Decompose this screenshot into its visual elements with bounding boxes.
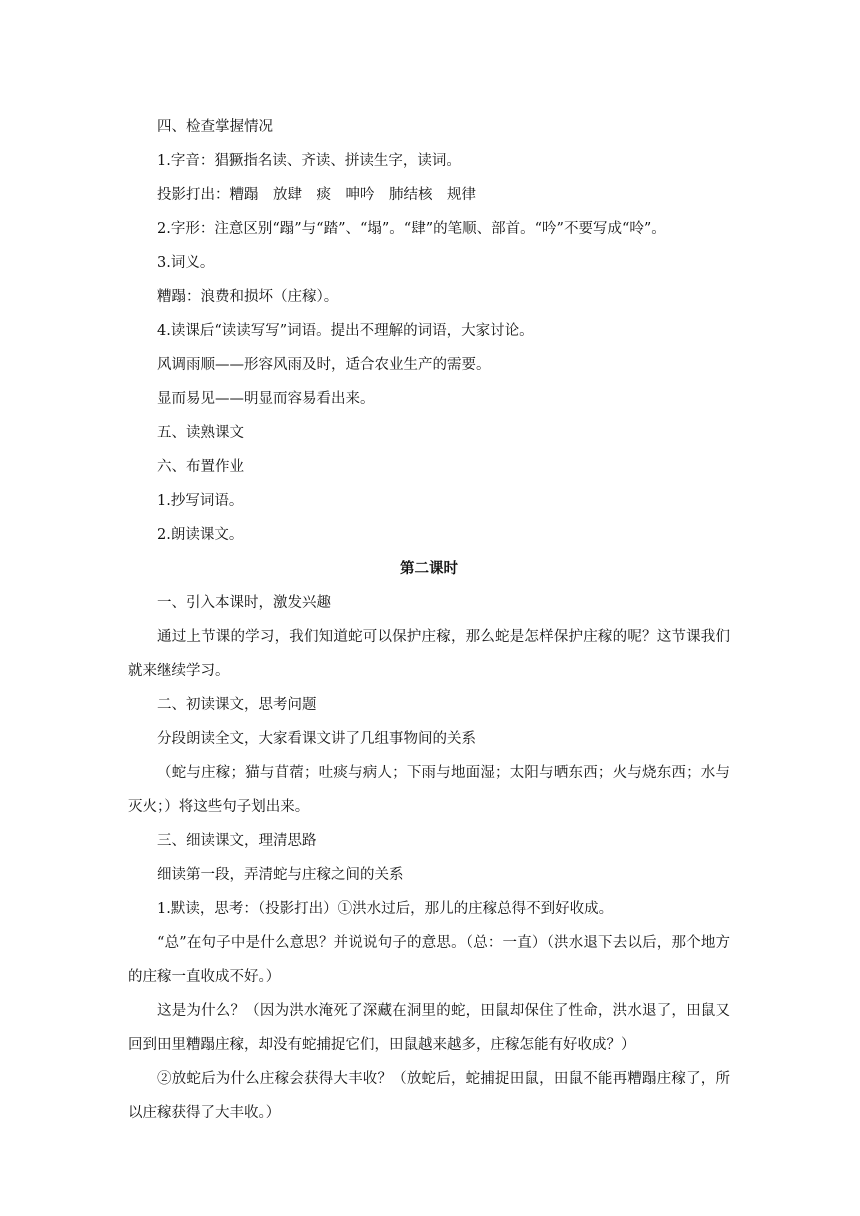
paragraph-harvest-explanation: ②放蛇后为什么庄稼会获得大丰收？（放蛇后，蛇捕捉田鼠，田鼠不能再糟蹋庄稼了，所以庄稼获得了大丰收。） [128, 1071, 730, 1121]
paragraph-why-explanation: 这是为什么？（因为洪水淹死了深藏在洞里的蛇，田鼠却保住了性命，洪水退了，田鼠又回到田里糟蹋庄稼，却没有蛇捕捉它们，田鼠越来越多，庄稼怎能有好收成？） [128, 1003, 730, 1053]
paragraph-projection-words: 投影打出：糟蹋 放肆 痰 呻吟 肺结核 规律 [157, 187, 476, 203]
paragraph-definition-fengtiao: 风调雨顺——形容风雨及时，适合农业生产的需要。 [157, 357, 491, 373]
document-body [128, 110, 730, 1130]
paragraph-pronunciation: 1.字音：猖獗指名读、齐读、拼读生字，读词。 [157, 153, 461, 169]
paragraph-definition-xianer: 显而易见——明显而容易看出来。 [157, 391, 375, 407]
lesson-two-title: 第二课时 [400, 560, 458, 577]
paragraph-reading-task: 分段朗读全文，大家看课文讲了几组事物间的关系 [157, 731, 476, 747]
section-heading-introduction: 一、引入本课时，激发兴趣 [157, 595, 331, 611]
paragraph-meaning-of-zong: “总”在句子中是什么意思？并说说句子的意思。（总：一直）（洪水退下去以后，那个地方的庄稼一直收成不好。） [128, 935, 730, 985]
paragraph-character-forms: 2.字形：注意区别“蹋”与“踏”、“塌”。“肆”的笔顺、部首。“吟”不要写成“呤”。 [157, 221, 666, 237]
paragraph-first-section: 细读第一段，弄清蛇与庄稼之间的关系 [157, 867, 404, 883]
section-heading-read-text: 五、读熟课文 [157, 425, 244, 441]
paragraph-word-meaning: 3.词义。 [157, 255, 215, 271]
paragraph-reading-words: 4.读课后“读读写写”词语。提出不理解的词语，大家讨论。 [157, 323, 534, 339]
homework-item-copy: 1.抄写词语。 [157, 493, 244, 509]
section-heading-first-reading: 二、初读课文，思考问题 [157, 697, 317, 713]
paragraph-relationships: （蛇与庄稼；猫与苜蓿；吐痰与病人；下雨与地面湿；太阳与晒东西；火与烧东西；水与灭火；）将这些句子划出来。 [128, 765, 730, 815]
section-heading-homework: 六、布置作业 [157, 459, 244, 475]
paragraph-introduction: 通过上节课的学习，我们知道蛇可以保护庄稼，那么蛇是怎样保护庄稼的呢？这节课我们就来继续学习。 [128, 629, 730, 679]
paragraph-definition-zaota: 糟蹋：浪费和损坏（庄稼）。 [157, 289, 339, 305]
section-heading-check: 四、检查掌握情况 [157, 119, 273, 135]
section-heading-close-reading: 三、细读课文，理清思路 [157, 833, 317, 849]
paragraph-question-one: 1.默读，思考：（投影打出）①洪水过后，那儿的庄稼总得不到好收成。 [157, 901, 614, 917]
homework-item-read: 2.朗读课文。 [157, 527, 244, 543]
